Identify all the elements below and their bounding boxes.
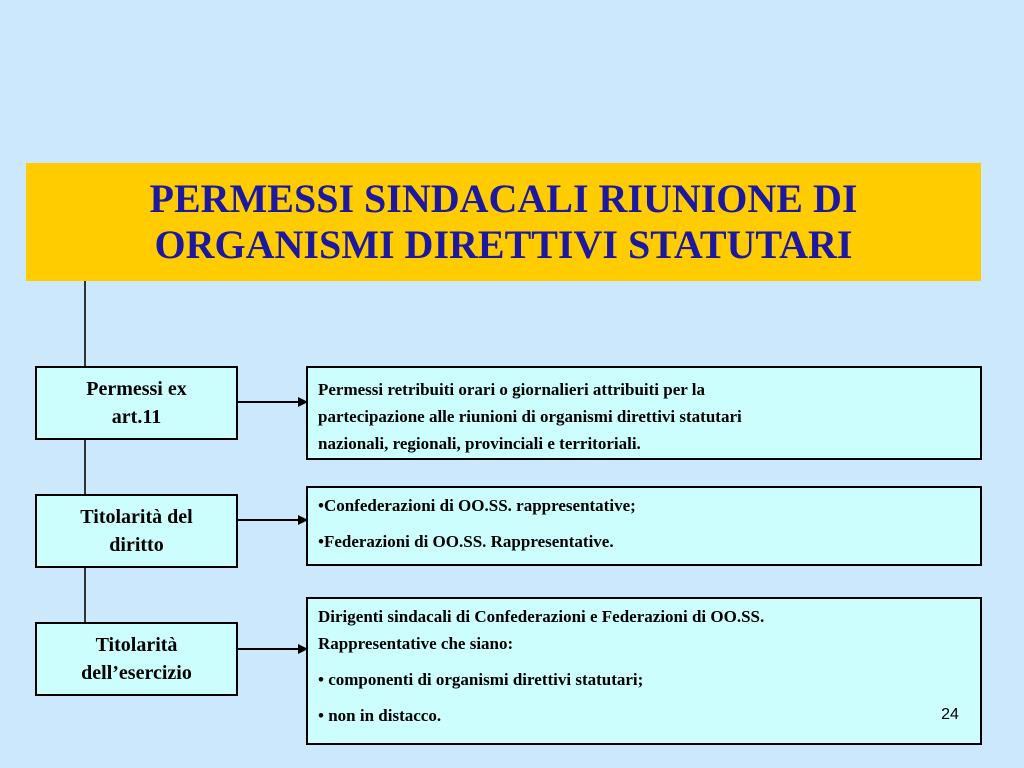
arrow-icon (238, 513, 308, 527)
label-line: diritto (109, 534, 164, 556)
desc-line: •Federazioni di OO.SS. Rappresentative. (318, 532, 614, 551)
desc-line: Permessi retribuiti orari o giornalieri attribuiti per la (318, 380, 705, 399)
page-number: 24 (941, 706, 959, 723)
connector-line-2 (84, 439, 86, 494)
label-line: dell’esercizio (81, 662, 192, 684)
desc-line: Rappresentative che siano: (318, 634, 514, 653)
desc-box-titolarita-diritto (306, 486, 982, 566)
label-line: Titolarità del (80, 506, 193, 528)
label-box-titolarita-esercizio (35, 622, 238, 696)
title-line-1: PERMESSI SINDACALI RIUNIONE DI (149, 176, 858, 221)
connector-line-3 (84, 568, 86, 623)
arrow-icon (238, 642, 308, 656)
connector-line-1 (84, 281, 86, 367)
label-line: Permessi ex (86, 378, 187, 400)
desc-line: Dirigenti sindacali di Confederazioni e Federazioni di OO.SS. (318, 607, 765, 626)
desc-line: •Confederazioni di OO.SS. rappresentative; (318, 496, 636, 515)
desc-line: partecipazione alle riunioni di organismi direttivi statutari (318, 407, 742, 426)
desc-line: • componenti di organismi direttivi statutari; (318, 670, 644, 689)
label-line: Titolarità (95, 634, 178, 656)
title-box (26, 163, 981, 281)
title-line-2: ORGANISMI DIRETTIVI STATUTARI (154, 222, 853, 267)
desc-box-permessi (306, 366, 982, 460)
label-box-titolarita-diritto (35, 494, 238, 568)
desc-line: • non in distacco. (318, 706, 442, 725)
desc-line: nazionali, regionali, provinciali e territoriali. (318, 434, 641, 453)
desc-box-titolarita-esercizio (306, 597, 982, 745)
label-box-permessi (35, 366, 238, 440)
arrow-icon (238, 395, 308, 409)
label-line: art.11 (111, 406, 162, 428)
